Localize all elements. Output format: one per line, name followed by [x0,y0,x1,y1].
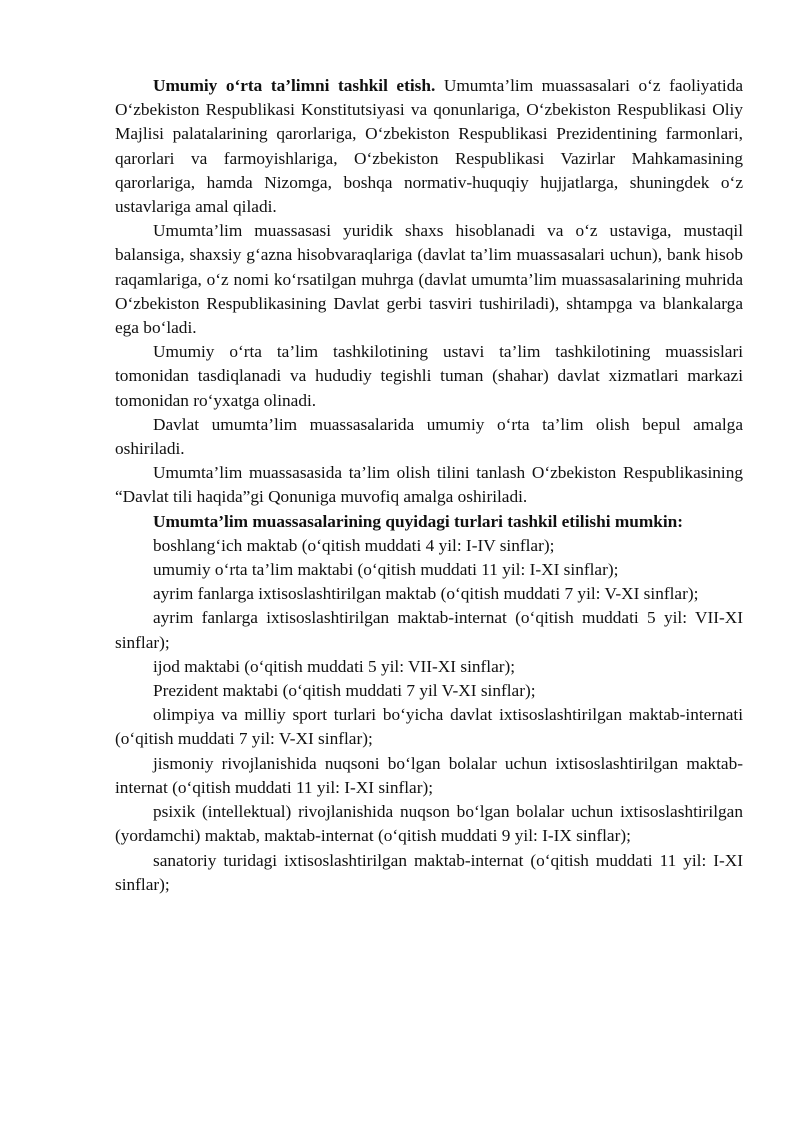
paragraph-text: Umumta’lim muassasalari o‘z faoliyatida O‘zbekiston Respublikasi Konstitutsiyasi va qonunlariga, O‘zbekiston Respublikasi Oliy Majlisi palatalarining qarorlariga, O‘zbekiston Respublikasi Prezidentining farmonlari, qarorlari va farmoyishlariga, O‘zbekiston Respublikasi Vazirlar Mahkamasining qarorlariga, hamda Nizomga, boshqa normativ-huquqiy hujjatlarga, shuningdek o‘z ustavlariga amal qiladi. [115,76,743,217]
list-item: ayrim fanlarga ixtisoslashtirilgan maktab (o‘qitish muddati 7 yil: V-XI sinflar); [153,584,699,604]
list-item: psixik (intellektual) rivojlanishida nuqson bo‘lgan bolalar uchun ixtisoslashtirilgan (yordamchi) maktab, maktab-internat (o‘qitish muddati 9 yil: I-IX sinflar); [115,802,743,846]
charter-paragraph: Umumiy o‘rta ta’lim tashkilotining ustavi ta’lim tashkilotining muassislari tomonidan tasdiqlanadi va hududiy tegishli tuman (shahar) davlat xizmatlari markazi tomonidan ro‘yxatga olinadi. [115,342,743,410]
list-item: Prezident maktabi (o‘qitish muddati 7 yil V-XI sinflar); [153,681,536,701]
free-education-paragraph: Davlat umumta’lim muassasalarida umumiy o‘rta ta’lim olish bepul amalga oshiriladi. [115,414,743,459]
list-item: umumiy o‘rta ta’lim maktabi (o‘qitish muddati 11 yil: I-XI sinflar); [153,560,619,580]
list-item: jismoniy rivojlanishida nuqsoni bo‘lgan bolalar uchun ixtisoslashtirilgan maktab-internat (o‘qitish muddati 11 yil: I-XI sinflar); [115,753,743,797]
legal-status-paragraph: Umumta’lim muassasasi yuridik shaxs hisoblanadi va o‘z ustaviga, mustaqil balansiga, shaxsiy g‘azna hisobvaraqlariga (davlat ta’lim muassasalari uchun), bank hisob raqamlariga, o‘z nomi ko‘rsatilgan muhrga (davlat umumta’lim muassasalarining muhrida O‘zbekiston Respublikasining Davlat gerbi tasviri tushiriladi), shtampga va blankalarga ega bo‘ladi. [115,221,743,338]
list-item: ayrim fanlarga ixtisoslashtirilgan maktab-internat (o‘qitish muddati 5 yil: VII-XI sinflar); [115,608,743,652]
section-title: Umumiy o‘rta ta’limni tashkil etish. [153,76,436,95]
types-heading: Umumta’lim muassasalarining quyidagi turlari tashkil etilishi mumkin: [153,511,684,531]
document-page [115,74,743,897]
list-item: sanatoriy turidagi ixtisoslashtirilgan maktab-internat (o‘qitish muddati 11 yil: I-XI sinflar); [115,850,743,894]
list-item: olimpiya va milliy sport turlari bo‘yicha davlat ixtisoslashtirilgan maktab-internati (o‘qitish muddati 7 yil: V-XI sinflar); [115,705,743,749]
list-item: boshlang‘ich maktab (o‘qitish muddati 4 yil: I-IV sinflar); [153,535,555,555]
language-paragraph: Umumta’lim muassasasida ta’lim olish tilini tanlash O‘zbekiston Respublikasining “Davlat tili haqida”gi Qonuniga muvofiq amalga oshiriladi. [115,463,743,507]
list-item: ijod maktabi (o‘qitish muddati 5 yil: VII-XI sinflar); [153,656,516,676]
intro-paragraph [115,74,743,219]
